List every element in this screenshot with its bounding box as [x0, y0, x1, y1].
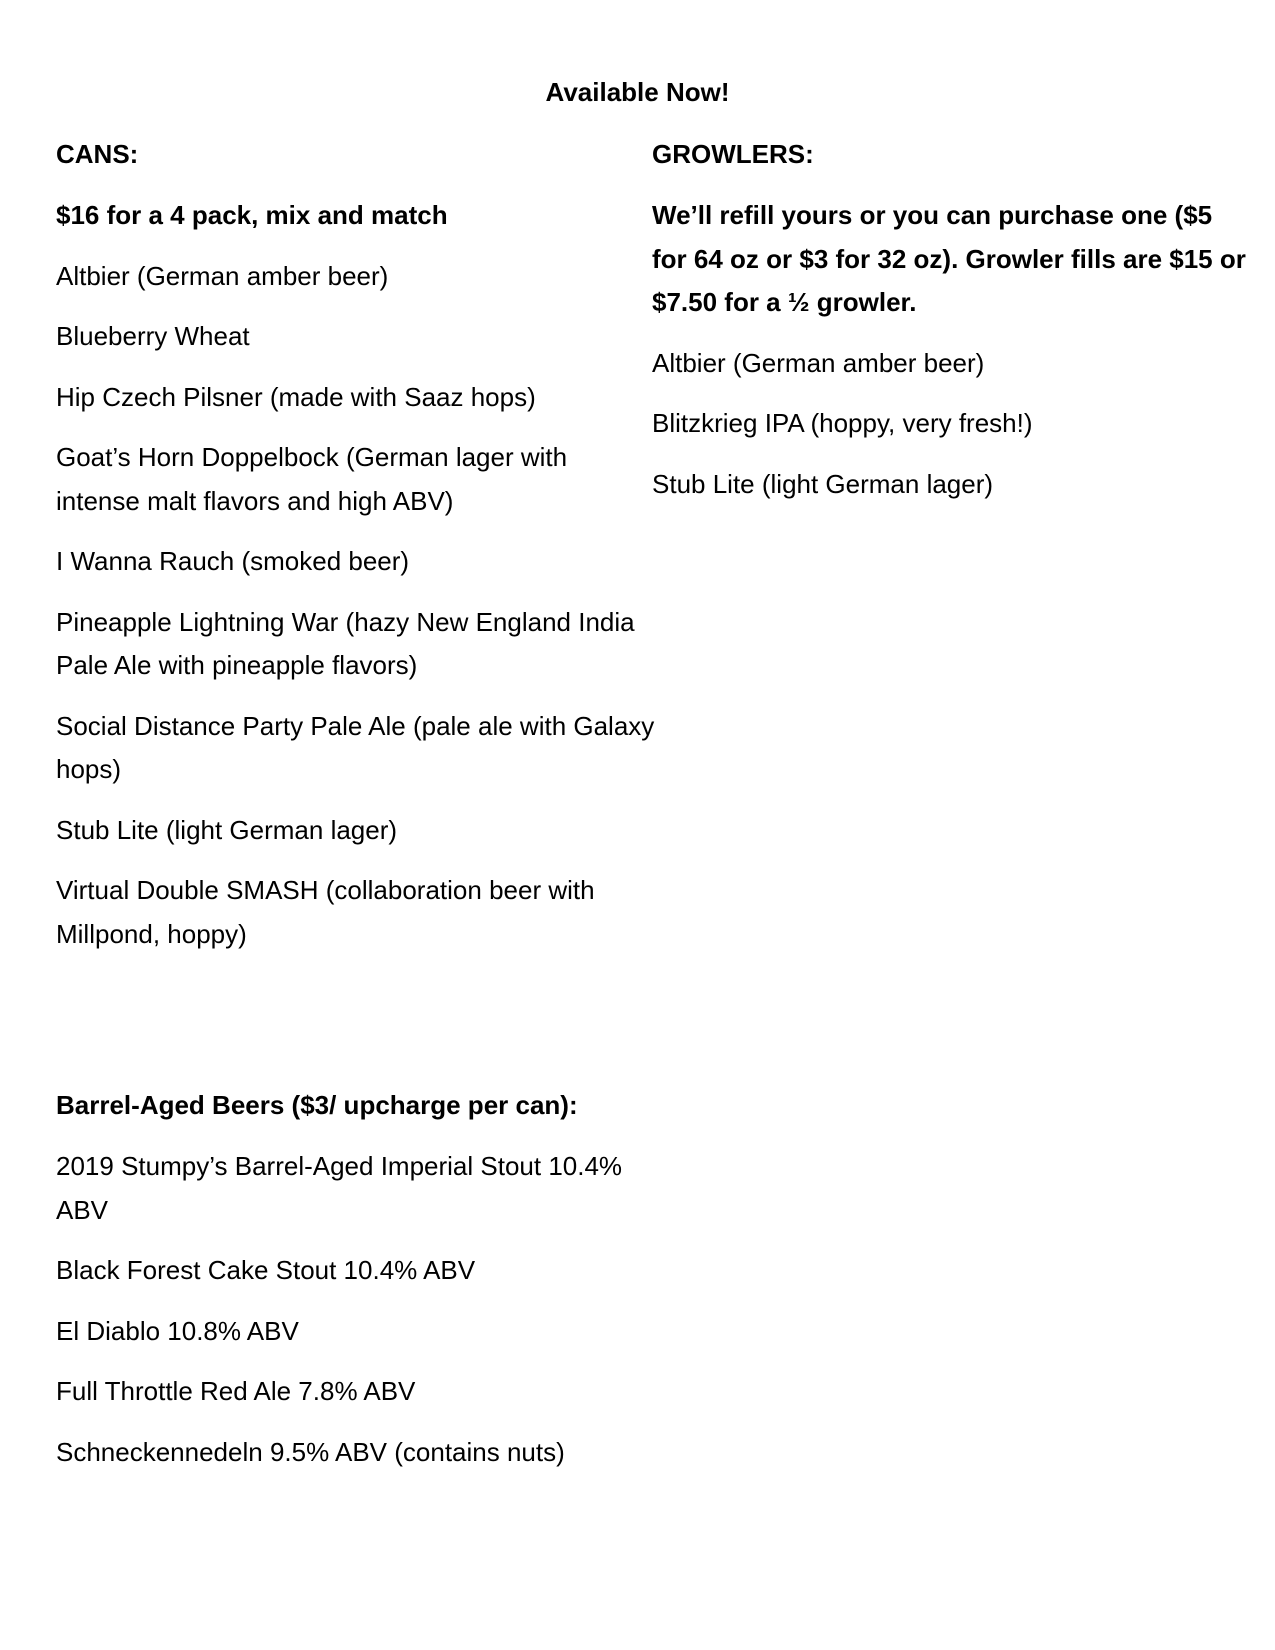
- list-item: Stub Lite (light German lager): [56, 814, 398, 845]
- cans-heading: CANS:: [56, 139, 139, 169]
- list-item: 2019 Stumpy’s Barrel-Aged Imperial Stout 10.4% ABV: [56, 1151, 623, 1225]
- list-item: Pineapple Lightning War (hazy New England India Pale Ale with pineapple flavors): [56, 606, 635, 680]
- list-item: Schneckennedeln 9.5% ABV (contains nuts): [56, 1436, 565, 1467]
- list-item: Goat’s Horn Doppelbock (German lager with intense malt flavors and high ABV): [56, 442, 568, 516]
- list-item: Altbier (German amber beer): [56, 260, 389, 291]
- barrel-aged-section: [56, 1150, 656, 1496]
- list-item: Social Distance Party Pale Ale (pale ale with Galaxy hops): [56, 710, 655, 784]
- list-item: Altbier (German amber beer): [652, 347, 985, 378]
- list-item: Full Throttle Red Ale 7.8% ABV: [56, 1376, 416, 1406]
- list-item: Stub Lite (light German lager): [652, 468, 994, 499]
- list-item: Hip Czech Pilsner (made with Saaz hops): [56, 381, 536, 412]
- growlers-price-note: We’ll refill yours or you can purchase one ($5 for 64 oz or $3 for 32 oz). Growler fills are $15 or $7.50 for a ½ growler.: [652, 200, 1246, 317]
- list-item: Virtual Double SMASH (collaboration beer with Millpond, hoppy): [56, 875, 595, 949]
- list-item: Black Forest Cake Stout 10.4% ABV: [56, 1255, 476, 1285]
- barrel-aged-heading: Barrel-Aged Beers ($3/ upcharge per can):: [56, 1090, 578, 1120]
- cans-price-note: $16 for a 4 pack, mix and match: [56, 200, 448, 230]
- list-item: Blitzkrieg IPA (hoppy, very fresh!): [652, 408, 1033, 438]
- list-item: Blueberry Wheat: [56, 321, 250, 351]
- growlers-section: [652, 138, 1252, 528]
- page-title: Available Now!: [545, 77, 730, 107]
- cans-section: [56, 138, 656, 978]
- growlers-heading: GROWLERS:: [652, 139, 814, 169]
- list-item: I Wanna Rauch (smoked beer): [56, 546, 410, 576]
- list-item: El Diablo 10.8% ABV: [56, 1315, 299, 1346]
